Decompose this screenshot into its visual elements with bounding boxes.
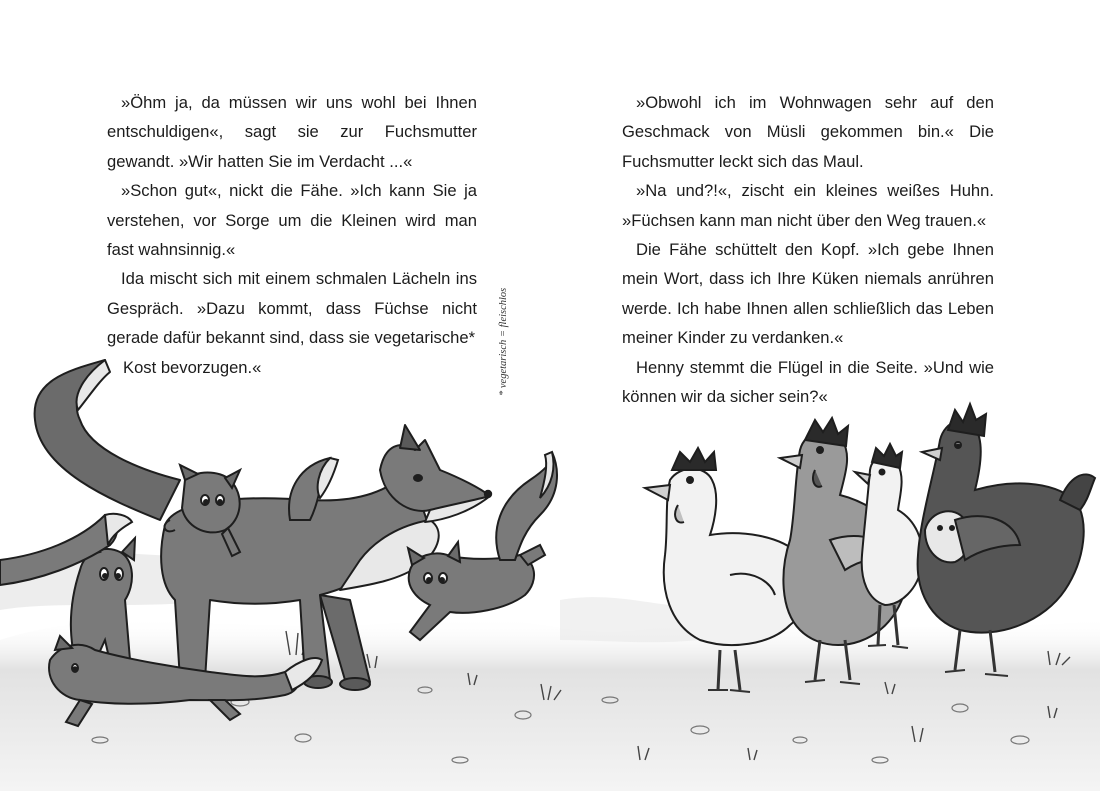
paragraph: »Na und?!«, zischt ein kleines weißes Huhn. »Füchsen kann man nicht über den Weg trauen.« <box>622 181 994 230</box>
paragraph: Henny stemmt die Flügel in die Seite. »Und wie können wir da sicher sein?« <box>622 357 994 407</box>
paragraph: »Schon gut«, nickt die Fähe. »Ich kann Sie ja verstehen, vor Sorge um die Kleinen wird man fast wahnsinnig.« <box>107 181 477 260</box>
paragraph: »Öhm ja, da müssen wir uns wohl bei Ihnen entschuldigen«, sagt sie zur Fuchsmutter gewandt. »Wir hatten Sie im Verdacht ...« <box>107 93 477 171</box>
paragraph: Die Fähe schüttelt den Kopf. »Ich gebe Ihnen mein Wort, dass ich Ihre Küken niemals anrühren werde. Ich habe Ihnen allen schließlich das Leben meiner Kinder zu verdanken.« <box>622 240 994 348</box>
paragraph: »Obwohl ich im Wohnwagen sehr auf den Geschmack von Müsli gekommen bin.« Die Fuchsmutter leckt sich das Maul. <box>622 93 994 171</box>
paragraph-last-line: Kost bevorzugen.« <box>123 357 262 377</box>
paragraph: Ida mischt sich mit einem schmalen Lächeln ins Gespräch. »Dazu kommt, dass Füchse nicht gerade dafür bekannt sind, dass sie vegetarische* <box>107 269 477 348</box>
footnote: * vegetarisch = fleischlos <box>498 287 509 396</box>
